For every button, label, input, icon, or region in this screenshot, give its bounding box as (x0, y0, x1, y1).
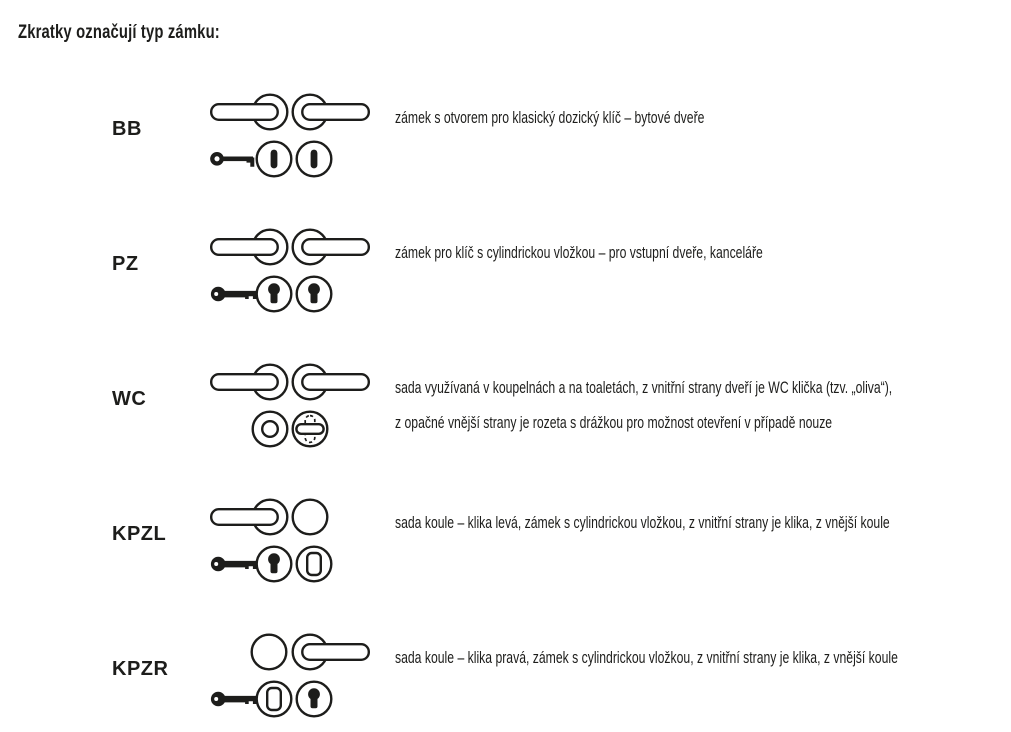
lock-type-row (0, 633, 1011, 721)
lock-code: KPZL (112, 523, 167, 545)
knob-rosette-right-icon (293, 500, 328, 535)
cylinder-key-icon (211, 557, 260, 572)
lever-handle-left-icon (211, 365, 287, 400)
lock-code: PZ (112, 253, 139, 275)
lever-handle-right-icon (293, 365, 369, 400)
lever-handle-left-icon (211, 500, 287, 535)
description-line: zámek s otvorem pro klasický dozický klíč – bytové dveře (395, 109, 705, 127)
cylinder-key-icon (211, 287, 260, 302)
pz-keyhole-rosette-icon (297, 277, 332, 312)
lock-hardware-icon (210, 363, 375, 451)
lock-hardware-icon (210, 228, 375, 316)
lock-type-row (0, 498, 1011, 586)
lever-handle-left-icon (211, 230, 287, 265)
description-line: zámek pro klíč s cylindrickou vložkou – pro vstupní dveře, kanceláře (395, 244, 763, 262)
wc-oliva-rosette-icon (293, 412, 328, 447)
description-line: sada využívaná v koupelnách a na toaletách, z vnitřní strany dveří je WC klička (tzv. „oliva“), (395, 379, 893, 397)
description-line: sada koule – klika pravá, zámek s cylindrickou vložkou, z vnitřní strany je klika, z vnější koule (395, 649, 898, 667)
bb-keyhole-rosette-icon (297, 142, 332, 177)
lever-handle-right-icon (293, 95, 369, 130)
lock-type-row (0, 363, 1011, 451)
lock-type-row (0, 228, 1011, 316)
lock-description (395, 641, 1009, 676)
pz-keyhole-rosette-icon (257, 547, 292, 582)
pz-keyhole-rosette-icon (257, 277, 292, 312)
pz-keyhole-rosette-icon (297, 682, 332, 717)
page-title: Zkratky označují typ zámku: (18, 22, 220, 43)
lock-code: KPZR (112, 658, 169, 680)
cylinder-key-icon (211, 692, 260, 707)
lever-handle-right-icon (293, 230, 369, 265)
lock-description (395, 371, 1009, 441)
groove-rosette-icon (253, 412, 288, 447)
lock-description (395, 101, 1009, 136)
lock-hardware-icon (210, 93, 375, 181)
lock-hardware-icon (210, 633, 375, 721)
lock-type-row (0, 93, 1011, 181)
blind-rosette-icon (257, 682, 292, 717)
bb-keyhole-rosette-icon (257, 142, 292, 177)
description-line: z opačné vnější strany je rozeta s drážkou pro možnost otevření v případě nouze (395, 414, 833, 432)
lever-handle-right-icon (293, 635, 369, 670)
bit-key-icon (212, 154, 254, 167)
lock-code: WC (112, 388, 147, 410)
knob-rosette-left-icon (252, 635, 287, 670)
lock-description (395, 236, 1009, 271)
lock-hardware-icon (210, 498, 375, 586)
lock-code: BB (112, 118, 142, 140)
blind-rosette-icon (297, 547, 332, 582)
lock-description (395, 506, 1009, 541)
lever-handle-left-icon (211, 95, 287, 130)
description-line: sada koule – klika levá, zámek s cylindrickou vložkou, z vnitřní strany je klika, z vnější koule (395, 514, 890, 532)
